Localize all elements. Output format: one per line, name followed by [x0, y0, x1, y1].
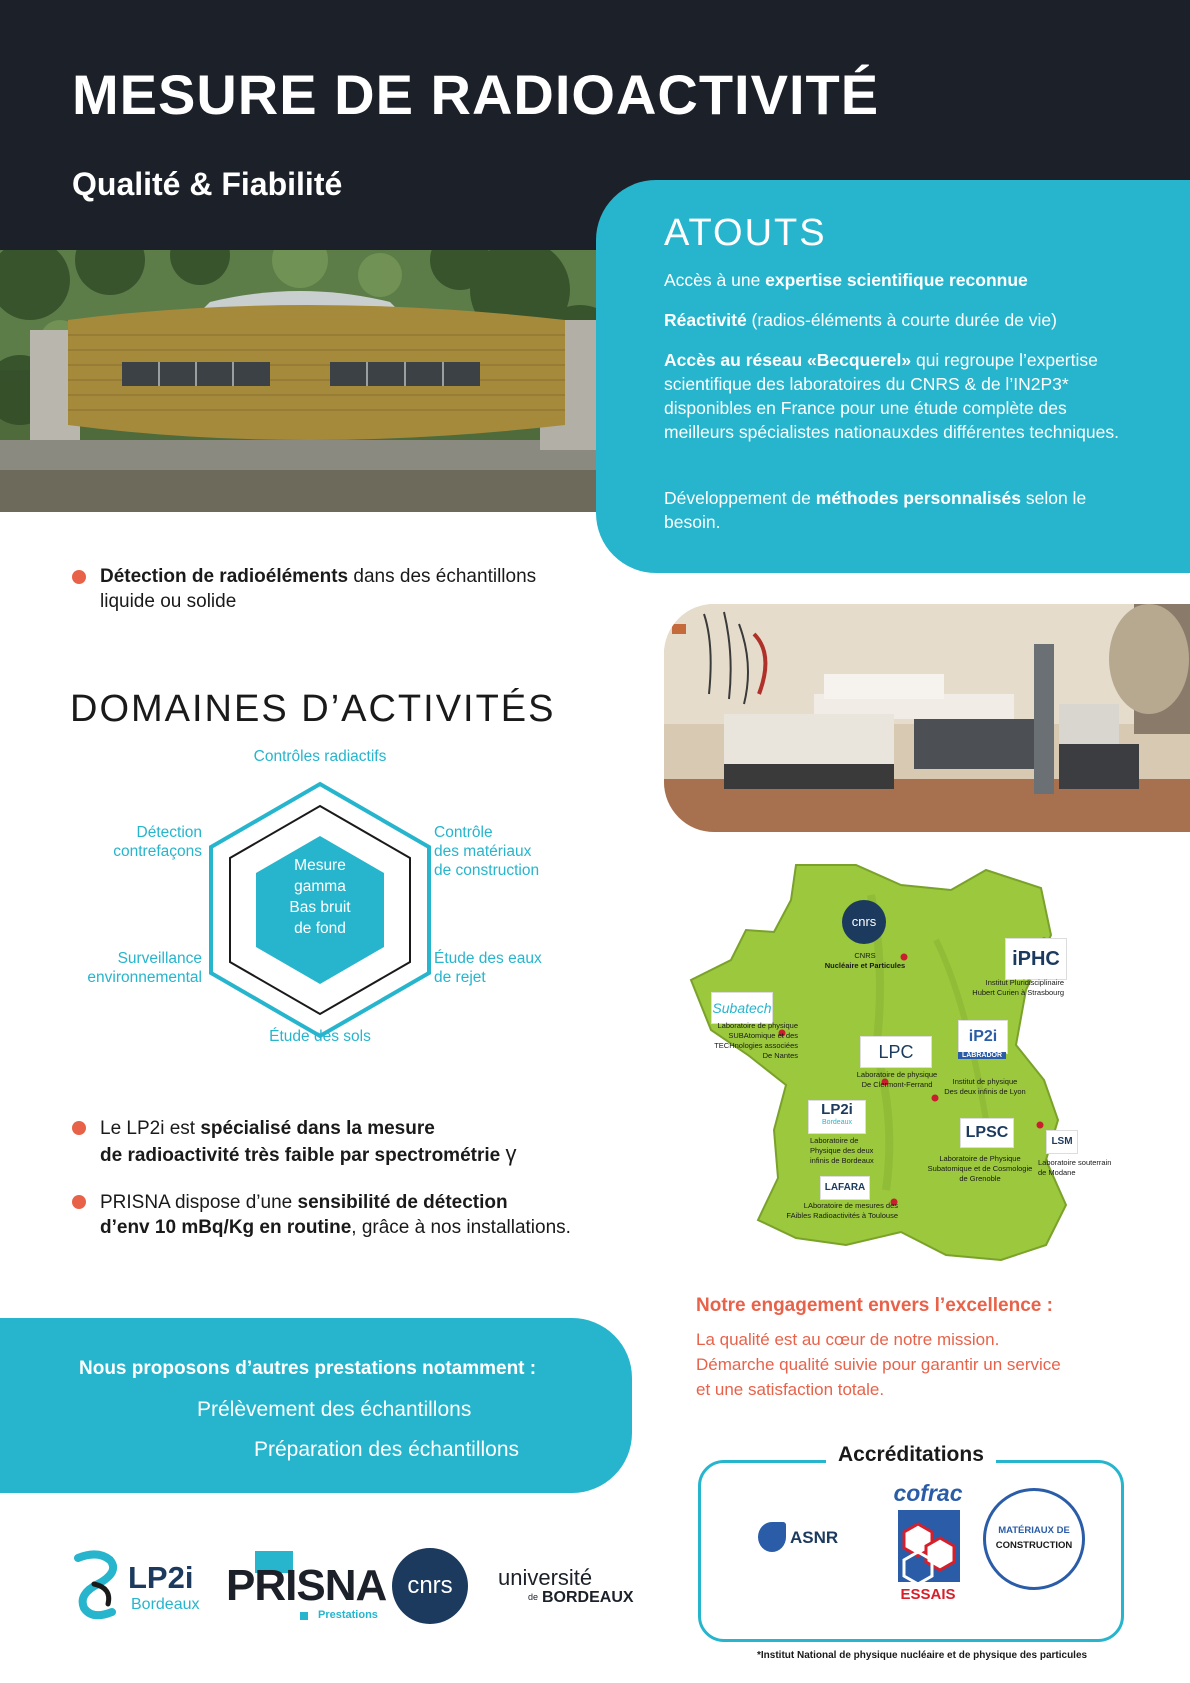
detection-text: Détection de radioéléments dans des échantillons liquide ou solide	[100, 566, 537, 612]
label-controles-radiactifs: Contrôles radiactifs	[253, 748, 387, 765]
page-title: MESURE DE RADIOACTIVITÉ	[72, 63, 880, 126]
label-surveillance: Surveillance environnemental	[87, 950, 202, 986]
map-iphc-label: Institut Pluridisciplinaire Hubert Curien à Strasbourg	[972, 978, 1064, 997]
map-lpc-label: Laboratoire de physique De Clermont-Ferrand	[856, 1070, 938, 1089]
map-iphc-logo: iPHC	[1005, 938, 1067, 980]
map-ip2i-logo: iP2i	[958, 1020, 1008, 1054]
prisna-logo-text: PRISNA	[226, 1561, 387, 1610]
materiaux-badge-text: MATÉRIAUX DE CONSTRUCTION	[995, 1525, 1073, 1551]
atouts-point-becquerel: Accès au réseau «Becquerel» qui regroupe l’expertise scientifique des laboratoires du CNRS & de l’IN2P3* disponibles en France pour une étude complète des meilleurs spécialistes nationauxdes différentes techniques.	[664, 350, 1119, 442]
map-lafara-logo: LAFARA	[820, 1176, 870, 1200]
cofrac-essais-text: ESSAIS	[900, 1586, 956, 1603]
map-labrador-badge: LABRADOR	[958, 1052, 1006, 1059]
offer-title: Nous proposons d’autres prestations notamment :	[79, 1358, 537, 1379]
map-cnrs-logo: cnrs	[842, 900, 886, 944]
engagement-title: Notre engagement envers l’excellence :	[696, 1295, 1053, 1316]
hexagon-center-text: Mesure gamma Bas bruit de fond	[289, 857, 351, 937]
label-etude-eaux: Étude des eaux de rejet	[434, 950, 542, 986]
page-subtitle: Qualité & Fiabilité	[72, 166, 343, 202]
engagement-line-1: La qualité est au cœur de notre mission.	[696, 1330, 1000, 1349]
map-lpsc-label: Laboratoire de Physique Subatomique et de Cosmologie de Grenoble	[927, 1154, 1033, 1183]
detection-bullet	[72, 570, 86, 584]
lab-photo	[664, 604, 1190, 832]
lp2i-logo-sub: Bordeaux	[131, 1596, 200, 1613]
atouts-panel	[596, 180, 1190, 573]
map-cnrs-label: CNRS Nucléaire et Particules	[824, 951, 906, 970]
atouts-point-methodes: Développement de méthodes personnalisés selon le besoin.	[664, 488, 1087, 532]
atouts-point-reactivite: Réactivité (radios-éléments à courte durée de vie)	[664, 310, 1057, 330]
engagement-line-2: Démarche qualité suivie pour garantir un service	[696, 1355, 1061, 1374]
cofrac-logo-text: cofrac	[893, 1480, 963, 1506]
map-lsm-logo: LSM	[1046, 1130, 1078, 1154]
map-lsm-label: Laboratoire souterrain de Modane	[1038, 1158, 1112, 1177]
atouts-point-expertise: Accès à une expertise scientifique reconnue	[664, 270, 1028, 290]
map-lp2i-label: Laboratoire de Physique des deux infinis de Bordeaux	[810, 1136, 874, 1165]
map-lpc-logo: LPC	[860, 1036, 932, 1068]
offer-item-preparation: Préparation des échantillons	[254, 1438, 520, 1461]
map-lpsc-logo: LPSC	[960, 1118, 1014, 1148]
lp2i-text: Le LP2i est spécialisé dans la mesure de radioactivité très faible par spectrométrie γ	[100, 1118, 517, 1166]
prisna-logo-square	[300, 1612, 308, 1620]
prisna-logo-sub: Prestations	[318, 1609, 378, 1621]
footnote: *Institut National de physique nucléaire et de physique des particules	[757, 1650, 1088, 1661]
map-subatech-logo: Subatech	[711, 992, 773, 1024]
ub-logo-text: université	[498, 1565, 593, 1590]
asnr-logo-text: ASNR	[790, 1528, 839, 1547]
engagement-line-3: et une satisfaction totale.	[696, 1380, 885, 1399]
map-lp2i-logo: LP2i Bordeaux	[808, 1100, 866, 1134]
offer-panel	[0, 1318, 632, 1493]
label-controle-materiaux: Contrôle des matériaux de construction	[434, 824, 540, 879]
label-etude-sols: Étude des sols	[269, 1028, 371, 1045]
cnrs-logo: cnrs	[392, 1548, 468, 1624]
prisna-text: PRISNA dispose d’une sensibilité de détection d’env 10 mBq/Kg en routine, grâce à nos installations.	[100, 1192, 571, 1238]
ub-logo-bordeaux: BORDEAUX	[542, 1589, 634, 1606]
accreditations-title: Accréditations	[826, 1443, 996, 1467]
label-detection-contrefacons: Détection contrefaçons	[113, 824, 202, 860]
map-subatech-label: Laboratoire de physique SUBAtomique et des TECHnologies associées De Nantes	[714, 1021, 798, 1060]
lp2i-bullet	[72, 1121, 86, 1135]
engagement-block	[696, 1295, 1061, 1402]
offer-item-prelevement: Prélèvement des échantillons	[197, 1398, 472, 1421]
lp2i-logo-icon	[68, 1550, 124, 1620]
asnr-icon	[758, 1522, 786, 1552]
prisna-bullet	[72, 1195, 86, 1209]
cofrac-hexagons-icon	[896, 1508, 962, 1584]
map-lafara-label: LAboratoire de mesures des FAibles Radioactivités à Toulouse	[786, 1201, 898, 1220]
domaines-title: DOMAINES D’ACTIVITÉS	[70, 688, 556, 730]
map-ip2i-label: Institut de physique Des deux infinis de Lyon	[944, 1077, 1026, 1096]
ub-logo-de: de	[528, 1592, 539, 1602]
building-photo	[0, 250, 596, 512]
atouts-title: ATOUTS	[664, 212, 827, 254]
lp2i-logo-text: LP2i	[128, 1560, 194, 1595]
